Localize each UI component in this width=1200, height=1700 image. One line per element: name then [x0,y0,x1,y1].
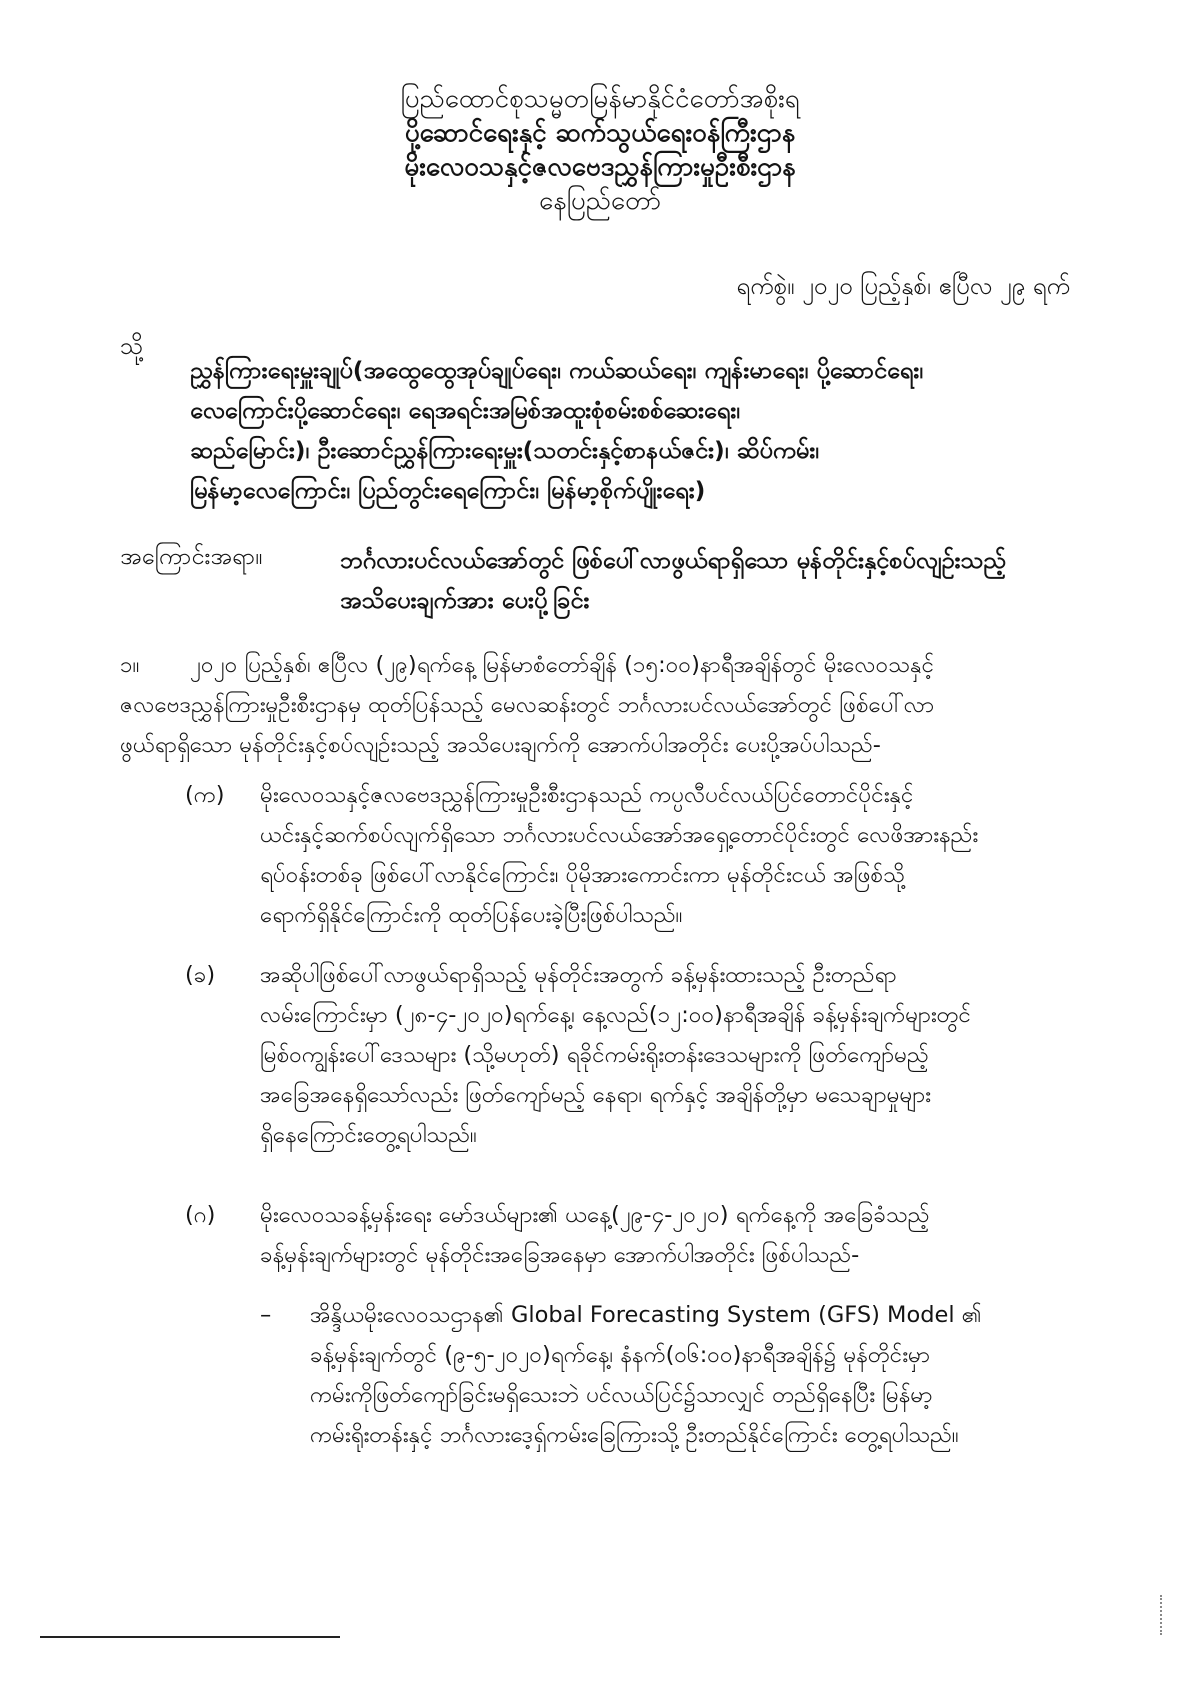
item-line: ရပ်ဝန်းတစ်ခု ဖြစ်ပေါ်လာနိုင်ကြောင်း၊ ပိုမိုအားကောင်းကာ မုန်တိုင်းငယ် အဖြစ်သို့ [260,862,905,888]
subject-label: အကြောင်းအရာ။ [120,542,263,570]
item-line: ယင်းနှင့်ဆက်စပ်လျက်ရှိသော ဘင်္ဂလားပင်လယ်အော်အရှေ့တောင်ပိုင်းတွင် လေဖိအားနည်း [260,822,979,848]
recipient-line: ဆည်မြောင်း)၊ ဦးဆောင်ညွှန်ကြားရေးမှူး(သတင်းနှင့်စာနယ်ဇင်း)၊ ဆိပ်ကမ်း၊ [190,436,819,464]
item-line: မြစ်ဝကျွန်းပေါ်ဒေသများ (သို့မဟုတ်) ရခိုင်ကမ်းရိုးတန်းဒေသများကို ဖြတ်ကျော်မည့် [260,1042,929,1068]
bullet-line: အိန္ဒိယမိုးလေဝသဌာန၏ Global Forecasting System (GFS) Model ၏ [310,1302,982,1328]
item-line: လမ်းကြောင်းမှာ (၂၈-၄-၂၀၂၀)ရက်နေ့၊ နေ့လည်(၁၂:၀၀)နာရီအချိန် ခန့်မှန်းချက်များတွင် [260,1002,971,1028]
to-label: သို့ [120,332,144,360]
bullet-line: ခန့်မှန်းချက်တွင် (၉-၅-၂၀၂၀)ရက်နေ့၊ နံနက်(၀၆:၀၀)နာရီအချိန်၌ မုန်တိုင်းမှာ [310,1342,931,1368]
paragraph-line: ဇလဗေဒညွှန်ကြားမှုဦးစီးဌာနမှ ထုတ်ပြန်သည့် မေလဆန်းတွင် ဘင်္ဂလားပင်လယ်အော်တွင် ဖြစ်ပေါ်လာ [120,692,935,718]
item-line: ရှိနေကြောင်းတွေ့ရပါသည်။ [260,1122,477,1148]
recipient-line: ညွှန်ကြားရေးမှူးချုပ်(အထွေထွေအုပ်ချုပ်ရေး၊ ကယ်ဆယ်ရေး၊ ကျန်းမာရေး၊ ပို့ဆောင်ရေး၊ [190,356,923,384]
bullet-marker: – [260,1302,272,1328]
government-name: ပြည်ထောင်စုသမ္မတမြန်မာနိုင်ငံတော်အစိုးရ [400,84,800,114]
item-line: အဆိုပါဖြစ်ပေါ်လာဖွယ်ရာရှိသည့် မုန်တိုင်းအတွက် ခန့်မှန်းထားသည့် ဦးတည်ရာ [260,962,897,988]
reference-date: ရက်စွဲ။ ၂၀၂၀ ပြည့်နှစ်၊ ဧပြီလ ၂၉ ရက် [736,272,1070,300]
paragraph-line [120,645,1100,685]
subject-text [340,540,1100,620]
recipient-line: လေကြောင်းပို့ဆောင်ရေး၊ ရေအရင်းအမြစ်အထူးစုံစမ်းစစ်ဆေးရေး၊ [190,396,740,424]
subject-line: ဘင်္ဂလားပင်လယ်အော်တွင် ဖြစ်ပေါ်လာဖွယ်ရာရှိသော မုန်တိုင်းနှင့်စပ်လျဉ်းသည့် [340,546,1006,574]
letterhead [300,82,900,218]
department-name: မိုးလေဝသနှင့်ဇလဗေဒညွှန်ကြားမှုဦးစီးဌာန [404,152,796,182]
ministry-name: ပို့ဆောင်ရေးနှင့် ဆက်သွယ်ရေးဝန်ကြီးဌာန [404,118,796,148]
paragraph-number: ၁။ [120,652,140,678]
item-line: မိုးလေဝသခန့်မှန်းရေး မော်ဒယ်များ၏ ယနေ့(၂၉-၄-၂၀၂၀) ရက်နေ့ကို အခြေခံသည့် [260,1202,930,1228]
paragraph-line: ဖွယ်ရာရှိသော မုန်တိုင်းနှင့်စပ်လျဉ်းသည့် အသိပေးချက်ကို အောက်ပါအတိုင်း ပေးပို့အပ်ပါသည်- [120,732,881,758]
item-line: ခန့်မှန်းချက်များတွင် မုန်တိုင်းအခြေအနေမှာ အောက်ပါအတိုင်း ဖြစ်ပါသည်- [260,1242,860,1268]
bullet-line: ကမ်းကိုဖြတ်ကျော်ခြင်းမရှိသေးဘဲ ပင်လယ်ပြင်၌သာလျှင် တည်ရှိနေပြီး မြန်မာ့ [310,1382,933,1408]
subject-line: အသိပေးချက်အား ပေးပို့ခြင်း [340,586,590,614]
bullet-text [310,1295,1110,1455]
item-marker: (ခ) [185,962,216,988]
scan-edge-mark [1160,1595,1164,1635]
paragraph-line-text: ၂၀၂၀ ပြည့်နှစ်၊ ဧပြီလ (၂၉)ရက်နေ့ မြန်မာစံတော်ချိန် (၁၅:၀၀)နာရီအချိန်တွင် မိုးလေဝသနှင့် [190,652,935,678]
item-marker: (က) [185,782,225,808]
item-line: မိုးလေဝသနှင့်ဇလဗေဒညွှန်ကြားမှုဦးစီးဌာနသည် ကပ္ပလီပင်လယ်ပြင်တောင်ပိုင်းနှင့် [260,782,914,808]
city-name: နေပြည်တော် [538,186,662,216]
footer-rule [40,1636,340,1638]
recipient-line: မြန်မာ့လေကြောင်း၊ ပြည်တွင်းရေကြောင်း၊ မြန်မာ့စိုက်ပျိုးရေး) [190,476,706,504]
item-text [260,1195,1105,1275]
recipients-block [190,350,1085,510]
paragraph-1 [120,645,1100,765]
item-line: အခြေအနေရှိသော်လည်း ဖြတ်ကျော်မည့် နေရာ၊ ရက်နှင့် အချိန်တို့မှာ မသေချာမှုများ [260,1082,931,1108]
item-text [260,955,1105,1155]
item-marker: (ဂ) [185,1202,216,1228]
bullet-line: ကမ်းရိုးတန်းနှင့် ဘင်္ဂလားဒေ့ရှ်ကမ်းခြေကြားသို့ ဦးတည်နိုင်ကြောင်း တွေ့ရပါသည်။ [310,1422,959,1448]
item-text [260,775,1105,935]
item-line: ရောက်ရှိနိုင်ကြောင်းကို ထုတ်ပြန်ပေးခဲ့ပြီးဖြစ်ပါသည်။ [260,902,683,928]
